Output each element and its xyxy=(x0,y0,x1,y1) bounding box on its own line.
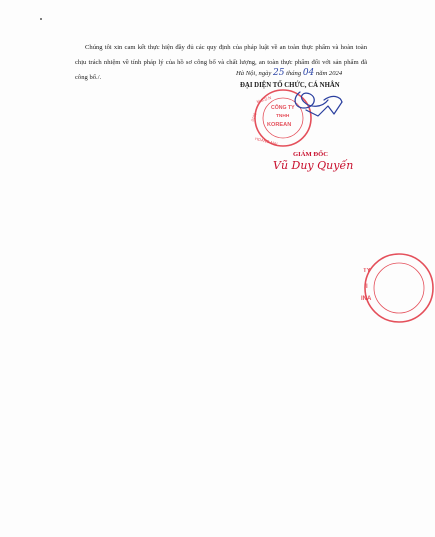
commitment-paragraph: Chúng tôi xin cam kết thực hiện đầy đủ các quy định của pháp luật về an toàn thực phẩm và hoàn toàn chịu trách nhiệm về tính pháp lý của hồ sơ công bố và chất lượng, an toàn thực phẩm đối với sản phẩm đã công bố./. xyxy=(75,44,367,81)
svg-text:0109: 0109 xyxy=(249,112,258,123)
edge-stamp-line-3: INA xyxy=(361,296,372,302)
director-position: GIÁM ĐỐC xyxy=(293,151,328,158)
stamp-inner-line-1: CÔNG TY xyxy=(271,105,295,111)
edge-stamp-line-1: TY xyxy=(363,268,371,274)
date-month: 04 xyxy=(302,68,315,78)
scan-speck xyxy=(40,18,42,20)
svg-text:M.S.D.N: M.S.D.N xyxy=(255,94,272,105)
signing-date xyxy=(236,68,376,78)
representative-title: ĐẠI DIỆN TỔ CHỨC, CÁ NHÂN xyxy=(240,82,340,89)
director-name: Vũ Duy Quyến xyxy=(273,159,354,172)
svg-text:HOÀNG MAI: HOÀNG MAI xyxy=(254,135,279,147)
date-year: năm 2024 xyxy=(315,70,343,77)
date-place-prefix: Hà Nội, ngày xyxy=(236,70,272,77)
edge-stamp-line-2: I xyxy=(366,284,368,290)
date-month-label: tháng xyxy=(286,70,302,77)
date-day: 25 xyxy=(273,68,285,78)
edge-stamp xyxy=(355,248,435,328)
stamp-inner-line-3: KOREAN xyxy=(267,122,292,128)
stamp-inner-line-2: TNHH xyxy=(276,114,290,119)
signature-scribble xyxy=(288,84,358,120)
